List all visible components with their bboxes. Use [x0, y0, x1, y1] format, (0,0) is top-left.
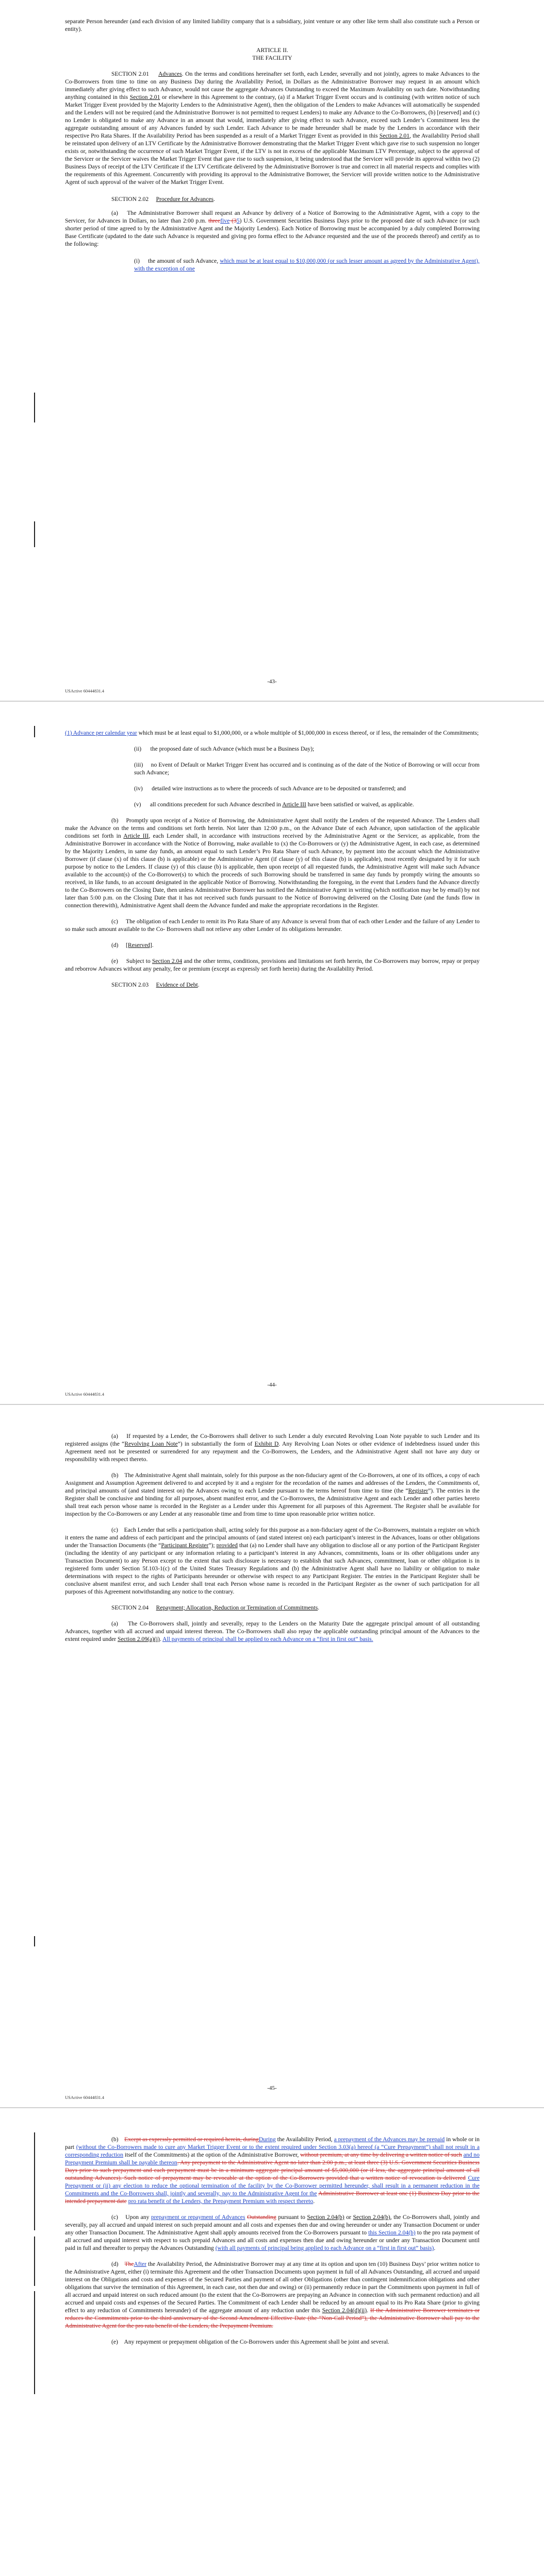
reserved-text: [Reserved]	[126, 942, 152, 948]
section-number: SECTION 2.04	[111, 1604, 149, 1611]
deleted-text: The	[124, 2261, 134, 2267]
change-bar	[34, 2132, 35, 2230]
section-2-04-b	[65, 2136, 480, 2205]
page-43	[0, 0, 544, 701]
clause-text: or	[344, 2214, 353, 2221]
clause-text: (c) Upon any	[111, 2214, 151, 2221]
inserted-text: five	[220, 217, 230, 224]
page-45	[0, 1406, 544, 2107]
cross-reference: Section 2.01	[379, 132, 410, 139]
clause-text: (i) the amount of such Advance,	[134, 258, 220, 264]
defined-term: Register	[408, 1487, 428, 1494]
cross-reference: Section 2.04(b)	[353, 2214, 390, 2221]
deleted-text: three	[208, 217, 221, 224]
inserted-text: and no Prepayment Premium shall be payable thereon	[65, 2151, 480, 2166]
clause-text: pursuant to	[276, 2214, 307, 2221]
inserted-text: (1) Advance per calendar year	[65, 730, 137, 736]
inserted-text: Cure Prepayment or (ii) any election to reduce the optional termination of the facility by the Co-Borrower permitted hereunder, shall result in a permanent reduction in the Commitments and the Co-Borrowers shall, jointly and severally, pay to the Administrative Agent for the	[65, 2175, 480, 2197]
clause-i-continuation	[65, 729, 480, 737]
clause-text: .	[434, 2245, 436, 2251]
section-2-03-heading: SECTION 2.03 Evidence of Debt.	[111, 981, 200, 988]
clause-text: which must be at least equal to $1,000,000, or a whole multiple of $1,000,000 in excess thereof, or if less, the remainder of the Commitments;	[137, 730, 479, 736]
clause-d: (d) [Reserved].	[111, 942, 154, 948]
clause-text: ) U.S. Government Securities Business Days prior to the proposed date of such Advance (or such shorter period of time agreed to by the Administrative Agent and the Majority Lenders). Each Notice of Borrowing must be accompanied by a duly completed Borrowing Base Certificate (updated to the date such Advance is requested and giving pro forma effect to the Advance requested and the use of the proceeds thereof) and certify as to the following:	[65, 217, 480, 247]
clause-ii: (ii) the proposed date of such Advance (which must be a Business Day);	[134, 745, 315, 752]
section-text: or elsewhere in this Agreement to the contrary, (a) if a Market Trigger Event occurs and is continuing (with written notice of such Market Trigger Event provided by the Majority Lenders to the Administrative Agent), then the obligation of the Lenders to make Advances will automatically be suspended and the Lenders will not be required (and the Administrative Borrower is not permitted to request Lenders) to make any Advance to the Co-Borrowers, (b) [reserved] and (c) no Lender is obligated to make any Advance in an amount that would, immediately after giving effect to such Advance, exceed such Lender’s Commitment less the aggregate outstanding amount of any Advances funded by such Lender. Each Advance to be made hereunder shall be made by the Lenders in accordance with their respective Pro Rata Shares. If the Availability Period has been suspended as a result of a Market Trigger Event as provided in this	[65, 94, 480, 139]
clause-text: to the pro rata payment of all accrued and unpaid interest with respect to such prepaid Advances and all costs and expenses then due and owing hereunder or under any Transaction Document until paid in full and thereafter to prepay the Advances Outstanding	[65, 2229, 480, 2251]
page-number: -45-	[267, 2085, 277, 2091]
section-2-02-a	[65, 209, 480, 248]
inserted-text: which must be at least equal to $10,000,000 (or such lesser amount as agreed by the Administrative Agent), with the exception of one	[134, 258, 480, 272]
clause-text: (d)	[111, 2261, 125, 2267]
page-46	[0, 2110, 544, 2576]
section-2-03-c	[65, 1526, 480, 1596]
clause-text: (v) all conditions precedent for such Advance described in	[134, 801, 283, 808]
clause-text: that (a) no Lender shall have any obligation to disclose all or any portion of the Participant Register (including the identity of any participant or any information relating to a participant’s interest in any Advances, commitments, loans or its other obligations under any Transaction Document) to any Person except to the extent that such disclosure is necessary to establish that such Advances, commitment, loan or other obligation is in registered form under Section 5f.103-1(c) of the United States Treasury Regulations and (b) the Administrative Agent shall have no liability or obligation to make determinations with respect to the rights of Participants hereunder or otherwise with respect to any Participant Register. The entries in the Participant Register shall be conclusive absent manifest error, and such Lender shall treat each Person whose name is recorded in the Participant Register as the owner of such participation for all purposes of this Agreement notwithstanding any notice to the contrary.	[65, 1542, 480, 1595]
deleted-text: . Any prepayment to the Administrative Agent no later than 2:00 p.m., at least three (3) U.S. Government Securities Business Days prior to such prepayment and each prepayment must be in a minimum aggregate principal amount of $5,000,000 (or if less, the aggregate principal amount of all outstanding Advances). Such notice of prepayment may be revocable at the option of the Co-Borrowers provided that a written notice of revocation is delivered	[65, 2159, 480, 2181]
clause-text: , the Co-Borrowers shall, jointly and severally, pay all accrued and unpaid interest on such prepaid amount and all costs and expenses then due and owing hereunder or under any Transaction Document or under any other Transaction Document. The Administrative Agent shall apply amounts received from the Co-Borrowers pursuant to	[65, 2214, 480, 2236]
clause-iii: (iii) no Event of Default or Market Trigger Event has occurred and is continuing as of the date of the Notice of Borrowing or will occur from such Advance;	[134, 761, 480, 776]
article-title: THE FACILITY	[252, 55, 292, 61]
inserted-text: After	[134, 2261, 146, 2267]
page-44	[0, 703, 544, 1404]
clause-text: (b) The Administrative Agent shall maintain, solely for this purpose as the non-fiduciary agent of the Co-Borrowers, at one of its offices, a copy of each Assignment and Assumption Agreement delivered to and accepted by it and a register for the recordation of the names and addresses of the Lenders, the Commitments of, and principal amounts of (and stated interest on) the Advances owing to each Lender pursuant to the terms hereof from time to time (the “	[65, 1472, 480, 1494]
clause-text: , each Lender shall, in accordance with instructions received by the Administrative Agent or the Servicer, as applicable, from the Administrative Borrower in accordance with the Notice of Borrowing, make available to (x) the Co-Borrowers or (y) the Administrative Agent, in each case, as determined by the Majority Lenders, in same day funds, an amount equal to such Lender’s Pro Rata Share of such Advance, by payment into the account which the Administrative Borrower (if clause (x) of this clause (b) is applicable) or the Administrative Agent (if clause (y) of this clause (b) is applicable), most recently designated by it for such purpose by notice to the Lenders. If clause (y) of this clause (b) is applicable, then upon receipt of all requested funds, the Administrative Agent will make such Advance available to the account(s) of the Co-Borrower(s) to which the proceeds of such Borrowing should be transferred in same day funds by promptly wiring the amounts so received, in like funds, to an account designated in the applicable Notice of Borrowing. Notwithstanding the foregoing, in the event that Lenders fund the Advance directly to the Co-Borrowers on the Closing Date, then unless Administrative Borrower has notified the Administrative Agent in writing (which notification may be by email) by not later than 5:00 p.m. on the Closing Date that it has not received such funds pursuant to the Notice of Borrowing delivered on the Closing Date (and the funds flow in connection therewith), Administrative Agent shall deem the Advance funded and make the appropriate recordations in the Register.	[65, 833, 480, 909]
cross-reference: Exhibit D	[254, 1440, 279, 1447]
section-2-01-paragraph	[65, 70, 480, 186]
deleted-text: without premium, at any time by delivering a written notice of such	[300, 2151, 462, 2158]
section-number: SECTION 2.02	[111, 196, 149, 202]
change-bar	[34, 1936, 35, 1946]
section-heading: Procedure for Advances	[156, 196, 214, 202]
clause-iv: (iv) detailed wire instructions as to where the proceeds of such Advance are to be deposited or transferred; and	[134, 785, 406, 792]
cross-reference: Section 2.01	[129, 94, 160, 100]
page-number: -43-	[267, 679, 277, 685]
inserted-text: pro rata benefit of the Lenders, the Prepayment Premium with respect thereto	[128, 2198, 314, 2205]
section-2-04-heading: SECTION 2.04 Repayment; Allocation, Reduction or Termination of Commitments.	[111, 1604, 320, 1611]
clause-text: (d)	[111, 942, 126, 948]
section-heading: Repayment; Allocation, Reduction or Termination of Commitments	[156, 1604, 318, 1611]
clause-e	[65, 957, 480, 973]
inserted-text: During	[258, 2136, 276, 2143]
intro-paragraph: separate Person hereunder (and each division of any limited liability company that is a subsidiary, joint venture or any other like term shall also constitute such a Person or entity).	[65, 18, 480, 32]
cross-reference: Section 2.04(b)	[307, 2214, 344, 2221]
cross-reference: Section 2.04	[152, 958, 183, 964]
section-number: SECTION 2.01	[111, 71, 149, 77]
clause-text: ”) in substantially the form of	[177, 1440, 255, 1447]
document-id: USActive 60444831.4	[65, 1392, 105, 1397]
cross-reference: Section 2.09(a)(i)	[118, 1636, 160, 1642]
clause-text: (b) Promptly upon receipt of a Notice of Borrowing, the Administrative Agent shall notify the Lenders of the requested Advance. The Lenders shall make the Advance on the terms and conditions set forth herein. Not later than 12:00 p.m., on the Advance Date of each Advance, upon satisfaction of the applicable conditions set forth in	[65, 817, 480, 839]
clause-text: itself of the Commitments) at the option of the Administrative Borrower,	[123, 2151, 301, 2158]
defined-term: Participant Register	[161, 1542, 209, 1549]
inserted-text: prepayment or repayment of Advances	[151, 2214, 245, 2221]
clause-text: . Any Revolving Loan Notes or other evidence of indebtedness issued under this Agreement need not be presented or surrendered for any repayment and the Co-Borrowers, the Lenders, and the Administrative Agent shall not have any duty or responsibility with respect thereto.	[65, 1440, 480, 1463]
page-divider	[0, 701, 544, 702]
section-heading: Advances	[158, 71, 182, 77]
section-2-04-e: (e) Any repayment or prepayment obligation of the Co-Borrowers under this Agreement shall be joint and several.	[111, 2338, 389, 2345]
clause-text: (c) Each Lender that sells a participation shall, acting solely for this purpose as a non-fiduciary agent of the Co-Borrowers, maintain a register on which it enters the name and address of each participant and the principal amounts of (and stated interest on) each participant’s interest in the Advances, loans or other obligations under the Transaction Documents (the “	[65, 1527, 480, 1549]
deleted-text: (3	[229, 217, 237, 224]
change-bar	[34, 2291, 35, 2394]
section-text: . On the terms and conditions hereinafter set forth, each Lender, severally and not jointly, agrees to make Advances to the Co-Borrowers from time to time on any Business Day during the Availability Period, in Dollars as the Administrative Borrower may request in an amount which immediately after giving effect to such Advance, would not cause the aggregate Advances Outstanding to exceed the Maximum Availability on such date. Notwithstanding anything contained in this	[65, 71, 480, 100]
clause-text: (a) The Co-Borrowers shall, jointly and severally, repay to the Lenders on the Maturity Date the aggregate principal amount of all outstanding Advances, together with all accrued and unpaid interest thereon. The Co-Borrowers shall also repay the applicable outstanding principal amount of the Advances to the extent required under	[65, 1620, 480, 1642]
section-text: , the Availability Period shall be reinstated upon delivery of an LTV Certificate by the Administrative Borrower demonstrating that the Market Trigger Event which gave rise to such suspension no longer exists or, notwithstanding the occurrence of such Market Trigger Event, if the LTV is not in excess of the applicable Maximum LTV Percentage, subject to the approval of the Servicer or the Servicer waives the Market Trigger Event that gave rise to such suspension, it being understood that the Servicer will provide its approval within two (2) Business Days of receipt of the LTV Certificate if the LTV Certificate delivered by the Administrative Borrower is true and correct in all material respects and complies with the requirements of this Agreement. Concurrently with providing its approval to the Administrative Borrower, the Servicer will provide written notice to the Administrative Agent of such approval of the waiver of the Market Trigger Event.	[65, 132, 480, 185]
article-heading: ARTICLE II.	[256, 47, 288, 54]
change-bar	[34, 2236, 35, 2286]
clause-text: ”);	[208, 1542, 217, 1549]
page-divider	[0, 1404, 544, 1405]
inserted-text: (without the Co-Borrowers made to cure any Market Trigger Event or to the extent required under Section 3.03(a) hereof (a “Cure Prepayment”) shall not result in a corresponding reduction	[65, 2144, 480, 2158]
proviso-term: provided	[216, 1542, 238, 1549]
clause-text: (e) Subject to	[111, 958, 152, 964]
deleted-text: Outstanding	[247, 2214, 276, 2221]
section-heading: Evidence of Debt	[156, 981, 198, 988]
clause-b	[65, 817, 480, 909]
inserted-text: this Section 2.04(b)	[368, 2229, 416, 2236]
inserted-text: 5	[236, 217, 240, 224]
clause-v	[134, 801, 480, 808]
change-bar	[34, 726, 35, 737]
page-number: -44-	[267, 1382, 277, 1388]
clause-text: .	[313, 2198, 315, 2205]
cross-reference: Section 2.04(d)(ii)	[322, 2307, 367, 2314]
section-2-04-c	[65, 2213, 480, 2252]
deleted-text: Except as expressly permitted or required herein, during	[124, 2136, 259, 2143]
cross-reference: Article III	[123, 833, 149, 839]
clause-text: the Availability Period,	[275, 2136, 334, 2143]
clause-text: the Availability Period, the Administrative Borrower may at any time at its option and upon ten (10) Business Days’ prior written notice to the Administrative Agent, either (i) terminate this Agreement and the other Transaction Documents upon payment in full of all Advances Outstanding, all accrued and unpaid interest on the Obligations and costs and expenses of the Secured Parties and payment of all other Obligations (other than contingent indemnification obligations and other obligations that survive the termination of this Agreement, in each case, not then due and owing) or (ii) permanently reduce in part the Commitments upon payment in full of all accrued and unpaid interest on such reduced amount (to the extent that the Co-Borrowers are prepaying an Advance in connection with such permanent reduction) and all accrued and unpaid costs and expenses of the Secured Parties. The Commitment of each Lender shall be reduced by an amount equal to its Pro Rata Share (prior to giving effect to any reduction of Commitments hereunder) of the aggregate amount of any reduction under this	[65, 2261, 480, 2314]
clause-c: (c) The obligation of each Lender to remit its Pro Rata Share of any Advance is several from that of each other Lender and the failure of any Lender to so make such amount available to the Co- Borrowers shall not relieve any other Lender of its obligations hereunder.	[65, 918, 480, 933]
inserted-text: (with all payments of principal being applied to each Advance on a “first in first out” basis)	[215, 2245, 434, 2251]
defined-term: Revolving Loan Note	[124, 1440, 178, 1447]
clause-text: .	[367, 2307, 370, 2314]
section-2-04-a: (a) The Co-Borrowers shall, jointly and severally, repay to the Lenders on the Maturity Date the aggregate principal amount of all outstanding Advances, together with all accrued and unpaid interest thereon. The Co-Borrowers shall also repay the applicable outstanding principal amount of the Advances to the extent required under Section 2.09(a)(i). All payments of principal shall be applied to each Advance on a “first in first out” basis.	[65, 1620, 480, 1642]
document-id: USActive 60444831.4	[65, 688, 105, 693]
section-number: SECTION 2.03	[111, 981, 149, 988]
clause-text: (a) The Administrative Borrower shall request an Advance by delivery of a Notice of Borrowing to the Administrative Agent, with a copy to the Servicer, for Advances in Dollars, no later than 2:00 p.m.	[65, 210, 480, 224]
deleted-text: Administrative Borrower at least one (1) Business Day prior to the intended prepayment date	[65, 2190, 480, 2205]
clause-text: in whole or in part	[65, 2136, 480, 2150]
change-bar	[34, 393, 35, 422]
cross-reference: Article III	[282, 801, 306, 808]
change-bar	[34, 521, 35, 547]
section-2-02-heading: SECTION 2.02 Procedure for Advances.	[111, 196, 215, 202]
page-divider	[0, 2107, 544, 2108]
document-id: USActive 60444831.4	[65, 2095, 105, 2100]
clause-text: and the other terms, conditions, provisions and limitations set forth herein, the Co-Borrowers may borrow, repay or prepay and reborrow Advances without any penalty, fee or premium (except as expressly set forth herein) during the Availability Period.	[65, 958, 480, 972]
section-2-03-b	[65, 1471, 480, 1518]
clause-text: (b)	[111, 2136, 125, 2143]
clause-text: (a) If requested by a Lender, the Co-Borrowers shall deliver to such Lender a duly executed Revolving Loan Note payable to such Lender and its registered assigns (the “	[65, 1433, 480, 1447]
deleted-text: If the Administrative Borrower terminates or reduces the Commitments prior to the third anniversary of the Second Amendment Effective Date (the “Non-Call Period”), the Administrative Borrower shall pay to the Administrative Agent for the pro rata benefit of the Lenders, the Prepayment Premium.	[65, 2307, 480, 2329]
clause-text: ”). The entries in the Register shall be conclusive and binding for all purposes, absent manifest error, and the Co-Borrowers, the Administrative Agent and each Lender and other parties hereto shall treat each person whose name is recorded in the Register as a Lender under this Agreement for all purposes of this Agreement. The Register shall be available for inspection by the Co-Borrowers or any Lender at any reasonable time and from time to time upon reasonable prior written notice.	[65, 1487, 480, 1517]
clause-text: have been satisfied or waived, as applicable.	[306, 801, 414, 808]
section-2-04-d	[65, 2260, 480, 2330]
section-2-03-a	[65, 1432, 480, 1463]
inserted-text: All payments of principal shall be applied to each Advance on a “first in first out” basis.	[162, 1636, 373, 1642]
section-2-02-a-i	[134, 257, 480, 273]
inserted-text: a prepayment of the Advances may be prepaid	[334, 2136, 445, 2143]
